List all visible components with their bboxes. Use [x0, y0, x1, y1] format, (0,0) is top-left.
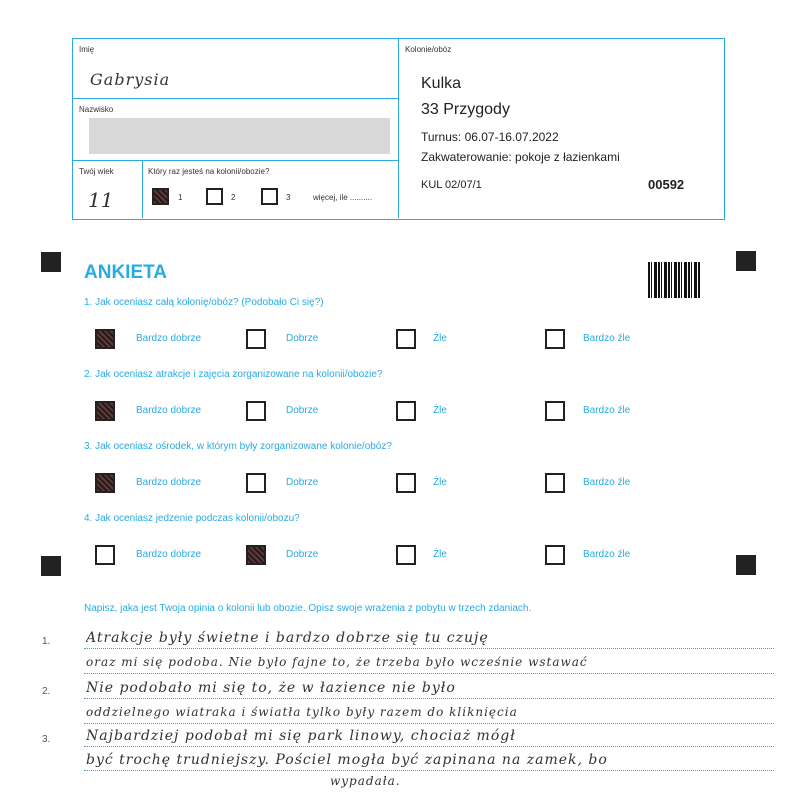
opinion-number: 3. [42, 734, 51, 745]
question-2-option-2-checkbox[interactable] [246, 401, 266, 421]
question-1-option-4-checkbox[interactable] [545, 329, 565, 349]
camp-name: Kulka [421, 75, 462, 92]
opinion-dotted-line [84, 673, 774, 674]
question-2-option-3-checkbox[interactable] [396, 401, 416, 421]
question-4-option-1-checkbox[interactable] [95, 545, 115, 565]
opinion-answer-line: oraz mi się podoba. Nie było fajne to, że trzeba było wcześnie wstawać [86, 655, 588, 669]
opinion-prompt: Napisz, jaka jest Twoja opinia o kolonii lub obozie. Opisz swoje wrażenia z pobytu w trzech zdaniach. [84, 603, 532, 614]
question-2-option-3-label: Źle [433, 405, 447, 416]
registration-marker-tr [736, 251, 756, 271]
question-1-text: 1. Jak oceniasz całą kolonię/obóz? (Podobało Ci się?) [84, 297, 324, 308]
question-1-option-2-checkbox[interactable] [246, 329, 266, 349]
question-1-option-1-label: Bardzo dobrze [136, 333, 202, 344]
form-number: 00592 [648, 177, 685, 192]
redacted-surname [89, 118, 390, 154]
zakwaterowanie: Zakwaterowanie: pokoje z łazienkami [421, 150, 620, 164]
camp-subtitle: 33 Przygody [421, 101, 510, 118]
question-1-option-1-checkbox[interactable] [95, 329, 115, 349]
ktory-raz-label: Który raz jesteś na kolonii/obozie? [148, 167, 270, 176]
wiek-label: Twój wiek [79, 167, 114, 176]
question-4-option-1-label: Bardzo dobrze [136, 549, 202, 560]
question-2-text: 2. Jak oceniasz atrakcje i zajęcia zorganizowane na kolonii/obozie? [84, 369, 383, 380]
times-checkbox-3[interactable] [261, 188, 278, 205]
question-2-option-1-label: Bardzo dobrze [136, 405, 202, 416]
question-4-text: 4. Jak oceniasz jedzenie podczas kolonii/obozu? [84, 513, 300, 524]
question-3-option-4-label: Bardzo źle [583, 477, 631, 488]
question-3-option-3-checkbox[interactable] [396, 473, 416, 493]
question-3-option-4-checkbox[interactable] [545, 473, 565, 493]
question-4-option-3-checkbox[interactable] [396, 545, 416, 565]
survey-title: ANKIETA [84, 262, 168, 283]
opinion-dotted-line [84, 746, 774, 747]
question-1-option-4-label: Bardzo źle [583, 333, 631, 344]
question-2-option-1-checkbox[interactable] [95, 401, 115, 421]
header-divider-1 [72, 98, 398, 99]
times-option-3: 3 [286, 193, 291, 202]
question-4-option-2-checkbox[interactable] [246, 545, 266, 565]
opinion-dotted-line [84, 698, 774, 699]
question-3-text: 3. Jak oceniasz ośrodek, w którym były zorganizowane kolonie/obóz? [84, 441, 392, 452]
question-2-option-4-label: Bardzo źle [583, 405, 631, 416]
times-option-2: 2 [231, 193, 236, 202]
registration-marker-tl [41, 252, 61, 272]
more-times-label: więcej, ile .......... [313, 193, 373, 202]
imie-label: Imię [79, 45, 95, 54]
opinion-answer-line: Nie podobało mi się to, że w łazience nie było [86, 680, 456, 696]
turnus: Turnus: 06.07-16.07.2022 [421, 130, 559, 144]
opinion-answer-line: Najbardziej podobał mi się park linowy, chociaż mógł [86, 728, 516, 744]
opinion-dotted-line [84, 723, 774, 724]
opinion-dotted-line [84, 770, 774, 771]
question-2-option-2-label: Dobrze [286, 405, 319, 416]
question-1-option-3-checkbox[interactable] [396, 329, 416, 349]
opinion-answer-line: być trochę trudniejszy. Pościel mogła być zapinana na zamek, bo [86, 752, 608, 768]
kolonie-label: Kolonie/obóz [405, 45, 452, 54]
question-3-option-2-label: Dobrze [286, 477, 319, 488]
question-4-option-4-checkbox[interactable] [545, 545, 565, 565]
times-checkbox-1[interactable] [152, 188, 169, 205]
header-divider-3 [142, 160, 143, 218]
nazwisko-label: Nazwisko [79, 105, 114, 114]
times-option-1: 1 [178, 193, 183, 202]
opinion-answer-line: wypadała. [330, 774, 401, 788]
question-3-option-3-label: Źle [433, 477, 447, 488]
header-divider-vertical [398, 38, 399, 218]
opinion-number: 2. [42, 686, 51, 697]
times-checkbox-2[interactable] [206, 188, 223, 205]
camp-code: KUL 02/07/1 [421, 179, 482, 191]
registration-marker-br [736, 555, 756, 575]
question-2-option-4-checkbox[interactable] [545, 401, 565, 421]
wiek-value[interactable]: 11 [88, 188, 114, 212]
question-1-option-2-label: Dobrze [286, 333, 319, 344]
question-3-option-1-label: Bardzo dobrze [136, 477, 202, 488]
question-3-option-1-checkbox[interactable] [95, 473, 115, 493]
question-3-option-2-checkbox[interactable] [246, 473, 266, 493]
registration-marker-bl [41, 556, 61, 576]
question-4-option-4-label: Bardzo źle [583, 549, 631, 560]
opinion-answer-line: oddzielnego wiatraka i światła tylko były razem do kliknięcia [86, 705, 518, 719]
opinion-answer-line: Atrakcje były świetne i bardzo dobrze się tu czuję [86, 630, 489, 646]
question-4-option-2-label: Dobrze [286, 549, 319, 560]
imie-value[interactable]: Gabrysia [90, 70, 171, 89]
opinion-number: 1. [42, 636, 51, 647]
question-1-option-3-label: Źle [433, 333, 447, 344]
question-4-option-3-label: Źle [433, 549, 447, 560]
barcode [648, 262, 700, 298]
opinion-dotted-line [84, 648, 774, 649]
header-divider-2 [72, 160, 398, 161]
